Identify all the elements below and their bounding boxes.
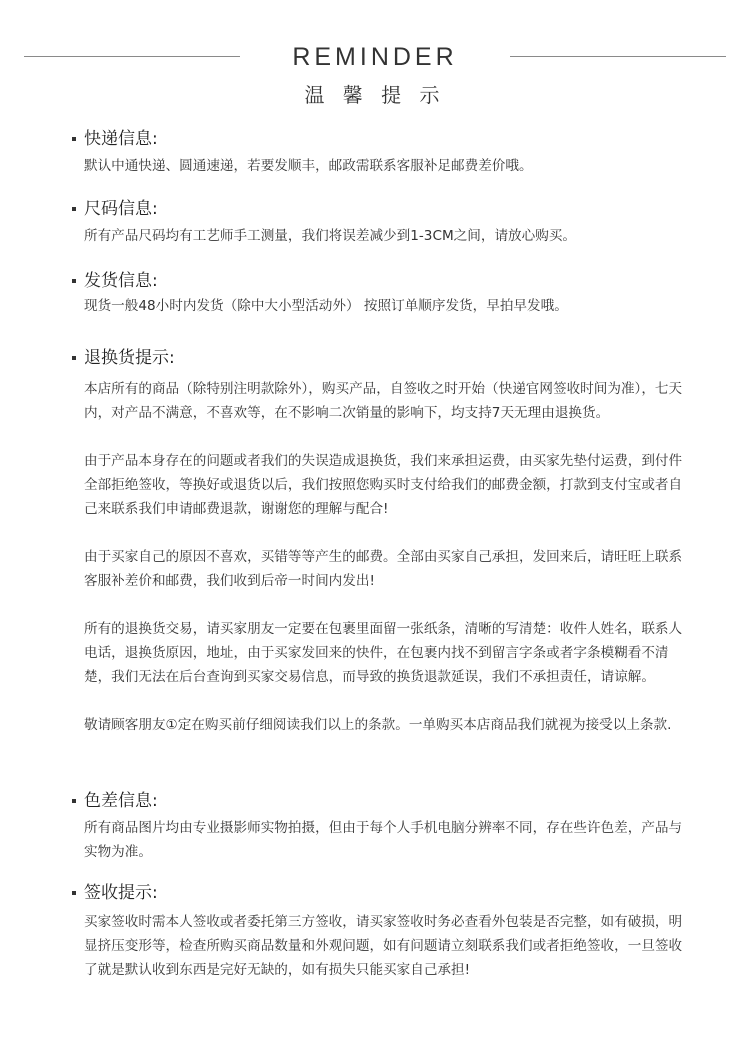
section-title: 尺码信息: [84,199,158,219]
section-paragraph: 买家签收时需本人签收或者委托第三方签收，请买家签收时务必查看外包装是否完整，如有破损，明显挤压变形等，检查所购买商品数量和外观问题，如有问题请立刻联系我们或者拒绝签收，一旦签收了就是默认收到东西是完好无缺的，如有损失只能买家自己承担! [84,914,683,978]
section-paragraph: 所有的退换货交易，请买家朋友一定要在包裹里面留一张纸条，清晰的写清楚：收件人姓名，联系人电话，退换货原因，地址，由于买家发回来的快件，在包裹内找不到留言字条或者字条模糊看不清楚，我们无法在后台查询到买家交易信息，而导致的换货退款延误，我们不承担责任，请谅解。 [84,621,683,685]
bullet-icon [72,799,76,803]
bullet-icon [72,356,76,360]
bullet-icon [72,891,76,895]
section-body [84,154,694,178]
section-paragraph: 敬请顾客朋友①定在购买前仔细阅读我们以上的条款。一单购买本店商品我们就视为接受以上条款. [84,717,672,733]
section-paragraph: 现货一般48小时内发货（除中大小型活动外） 按照订单顺序发货，早拍早发哦。 [84,298,568,314]
section-paragraph: 所有产品尺码均有工艺师手工测量，我们将误差减少到1-3CM之间，请放心购买。 [84,228,577,244]
section-paragraph: 本店所有的商品（除特别注明款除外），购买产品，自签收之时开始（快递官网签收时间为准），七天内，对产品不满意，不喜欢等，在不影响二次销量的影响下，均支持7天无理由退换货。 [84,381,683,421]
section-body [84,816,694,864]
bullet-icon [72,279,76,283]
section-title: 快递信息: [84,129,158,149]
section-body [84,377,694,737]
section-title: 发货信息: [84,271,158,291]
section-title: 签收提示: [84,883,158,903]
section-paragraph: 由于产品本身存在的问题或者我们的失误造成退换货，我们来承担运费，由买家先垫付运费，到付件全部拒绝签收，等换好或退货以后，我们按照您购买时支付给我们的邮费金额，打款到支付宝或者自己来联系我们申请邮费退款，谢谢您的理解与配合! [84,453,683,517]
section-body [84,224,694,248]
header-title-en: REMINDER [292,43,458,71]
header-title-cn: 温 馨 提 示 [304,83,446,107]
bullet-icon [72,137,76,141]
reminder-header [0,38,750,118]
section-paragraph: 所有商品图片均由专业摄影师实物拍摄，但由于每个人手机电脑分辨率不同，存在些许色差，产品与实物为准。 [84,820,683,860]
section-paragraph: 由于买家自己的原因不喜欢，买错等等产生的邮费。全部由买家自己承担，发回来后，请旺旺上联系客服补差价和邮费，我们收到后帝一时间内发出! [84,549,683,589]
section-body [84,294,694,318]
section-body [84,910,694,982]
section-paragraph: 默认中通快递、圆通速递，若要发顺丰，邮政需联系客服补足邮费差价哦。 [84,158,533,174]
section-title: 退换货提示: [84,348,175,368]
bullet-icon [72,207,76,211]
section-title: 色差信息: [84,791,158,811]
